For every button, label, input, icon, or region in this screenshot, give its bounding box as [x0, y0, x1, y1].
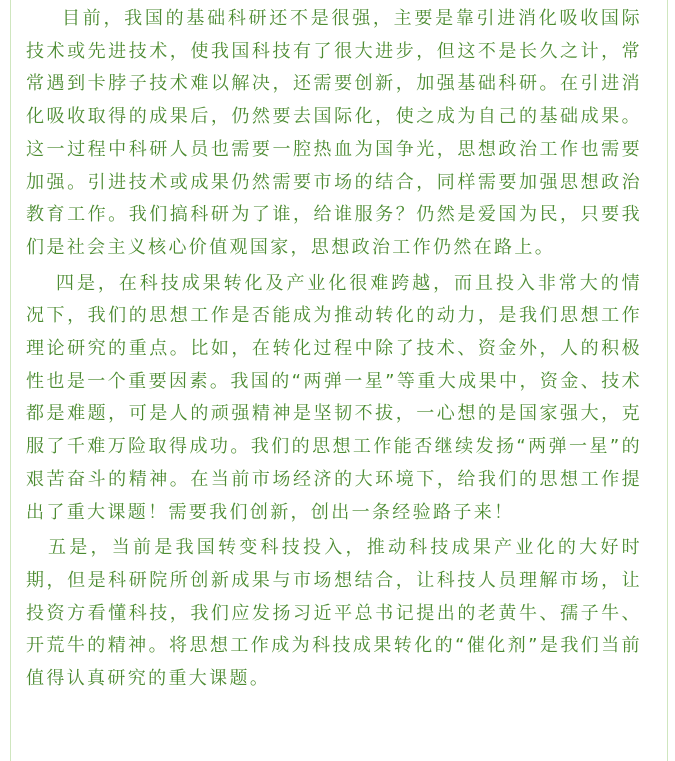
article-body [26, 0, 642, 696]
paragraph-point-four: 四是，在科技成果转化及产业化很难跨越，而且投入非常大的情况下，我们的思想工作是否能成为推动转化的动力，是我们思想工作理论研究的重点。比如，在转化过程中除了技术、资金外，人的积极性也是一个重要因素。我国的“两弹一星”等重大成果中，资金、技术都是难题，可是人的顽强精神是坚韧不拔，一心想的是国家强大，克服了千难万险取得成功。我们的思想工作能否继续发扬“两弹一星”的艰苦奋斗的精神。在当前市场经济的大环境下，给我们的思想工作提出了重大课题！需要我们创新，创出一条经验路子来！ [26, 272, 642, 523]
paragraph-point-five: 五是，当前是我国转变科技投入，推动科技成果产业化的大好时期，但是科研院所创新成果与市场想结合，让科技人员理解市场，让投资方看懂科技，我们应发扬习近平总书记提出的老黄牛、孺子牛、开荒牛的精神。将思想工作成为科技成果转化的“催化剂”是我们当前值得认真研究的重大课题。 [26, 537, 642, 690]
paragraph-basic-research: 目前，我国的基础科研还不是很强，主要是靠引进消化吸收国际技术或先进技术，使我国科技有了很大进步，但这不是长久之计，常常遇到卡脖子技术难以解决，还需要创新，加强基础科研。在引进消化吸收取得的成果后，仍然要去国际化，使之成为自己的基础成果。这一过程中科研人员也需要一腔热血为国争光，思想政治工作也需要加强。引进技术或成果仍然需要市场的结合，同样需要加强思想政治教育工作。我们搞科研为了谁，给谁服务？仍然是爱国为民，只要我们是社会主义核心价值观国家，思想政治工作仍然在路上。 [26, 8, 642, 258]
